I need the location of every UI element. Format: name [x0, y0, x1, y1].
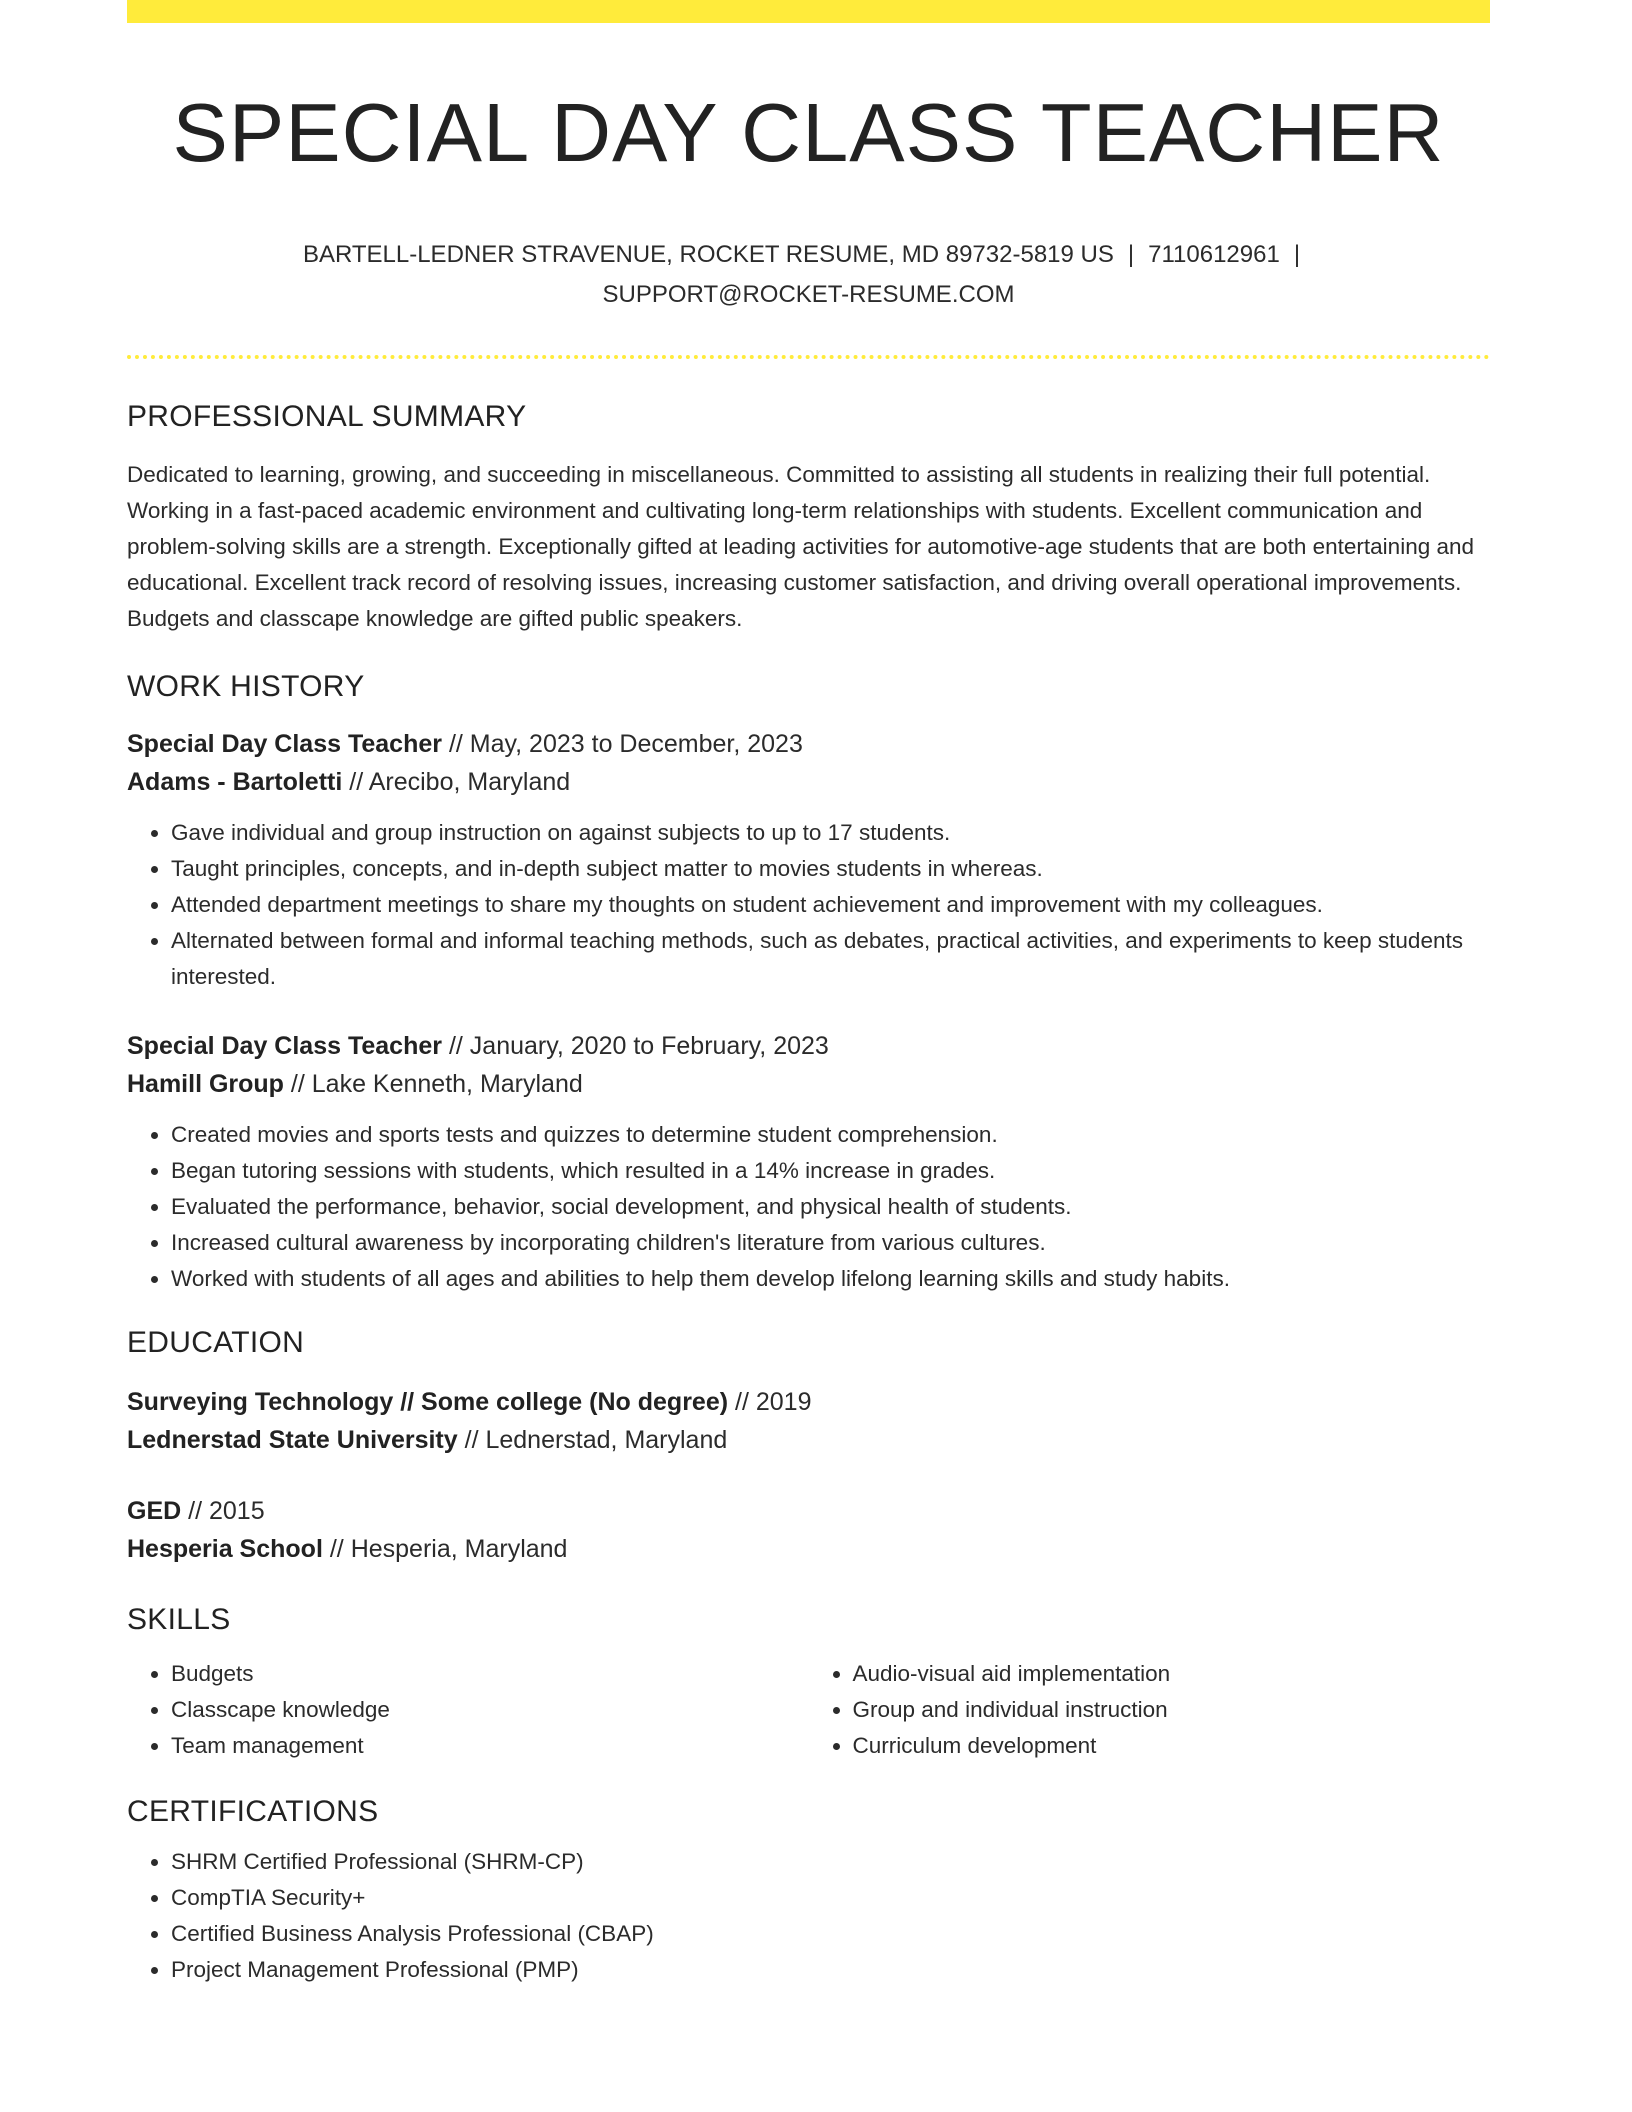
skill-item: • Curriculum development: [853, 1728, 1491, 1764]
skill-item: • Audio-visual aid implementation: [853, 1656, 1491, 1692]
education-location: // Lednerstad, Maryland: [464, 1426, 728, 1454]
contact-email: SUPPORT@ROCKET-RESUME.COM: [602, 281, 1015, 308]
certification-item: • SHRM Certified Professional (SHRM-CP): [171, 1844, 1490, 1880]
education-degree-line: [127, 1492, 1490, 1530]
job-role-line: [127, 1027, 1490, 1065]
education-year: // 2019: [735, 1388, 812, 1416]
skills-left-column: [127, 1656, 809, 1764]
contact-phone: 7110612961: [1148, 241, 1280, 268]
contact-separator: |: [1293, 241, 1301, 268]
job-company: Hamill Group: [127, 1070, 284, 1098]
education-school: Hesperia School: [127, 1535, 323, 1563]
resume-page: [127, 0, 1490, 1988]
job-entry: [127, 725, 1490, 995]
divider: [127, 355, 1490, 359]
skills-right-column: [809, 1656, 1491, 1764]
certification-list: [127, 1844, 1490, 1988]
education-year: // 2015: [188, 1497, 265, 1525]
certification-item: • CompTIA Security+: [171, 1880, 1490, 1916]
job-location: // Arecibo, Maryland: [349, 768, 571, 796]
list-item: • Increased cultural awareness by incorporating children's literature from various cultures.: [171, 1225, 1490, 1261]
education-degree: GED: [127, 1497, 182, 1525]
job-role: Special Day Class Teacher: [127, 730, 442, 758]
certification-item: • Certified Business Analysis Professional (CBAP): [171, 1916, 1490, 1952]
certification-item: • Project Management Professional (PMP): [171, 1952, 1490, 1988]
job-bullets: [127, 815, 1490, 995]
education-school-line: [127, 1530, 1490, 1568]
section-title-work-history: WORK HISTORY: [127, 670, 365, 703]
education-location: // Hesperia, Maryland: [329, 1535, 568, 1563]
job-company-line: [127, 1065, 1490, 1103]
job-bullets: [127, 1117, 1490, 1297]
education-degree-line: [127, 1383, 1490, 1421]
list-item: • Taught principles, concepts, and in-depth subject matter to movies students in whereas.: [171, 851, 1490, 887]
contact-separator: |: [1127, 241, 1135, 268]
education-school: Lednerstad State University: [127, 1426, 458, 1454]
job-company: Adams - Bartoletti: [127, 768, 343, 796]
skill-item: • Group and individual instruction: [853, 1692, 1491, 1728]
list-item: • Worked with students of all ages and abilities to help them develop lifelong learning skills and study habits.: [171, 1261, 1490, 1297]
section-title-summary: PROFESSIONAL SUMMARY: [127, 400, 527, 433]
education-entry: [127, 1492, 1490, 1568]
section-title-skills: SKILLS: [127, 1603, 231, 1636]
education-school-line: [127, 1421, 1490, 1459]
skills-grid: [127, 1656, 1490, 1764]
job-entry: [127, 1027, 1490, 1297]
list-item: • Created movies and sports tests and quizzes to determine student comprehension.: [171, 1117, 1490, 1153]
section-title-certifications: CERTIFICATIONS: [127, 1795, 379, 1828]
section-title-education: EDUCATION: [127, 1326, 305, 1359]
skill-item: • Budgets: [171, 1656, 809, 1692]
job-role-line: [127, 725, 1490, 763]
skill-item: • Classcape knowledge: [171, 1692, 809, 1728]
education-entry: [127, 1383, 1490, 1459]
job-role: Special Day Class Teacher: [127, 1032, 442, 1060]
job-location: // Lake Kenneth, Maryland: [290, 1070, 583, 1098]
summary-text: Dedicated to learning, growing, and succeeding in miscellaneous. Committed to assisting all students in realizing their full potential. Working in a fast-paced academic environment and cultivating long-term relationships with students. Excellent communication and problem-solving skills are a strength. Exceptionally gifted at leading activities for automotive-age students that are both entertaining and educational. Excellent track record of resolving issues, increasing customer satisfaction, and driving overall operational improvements. Budgets and classcape knowledge are gifted public speakers.: [127, 462, 1475, 631]
accent-bar: [127, 0, 1490, 23]
page-title: SPECIAL DAY CLASS TEACHER: [172, 86, 1445, 179]
contact-info: [127, 235, 1490, 315]
list-item: • Alternated between formal and informal teaching methods, such as debates, practical activities, and experiments to keep students interested.: [171, 923, 1490, 995]
job-dates: // May, 2023 to December, 2023: [448, 730, 803, 758]
contact-address: BARTELL-LEDNER STRAVENUE, ROCKET RESUME, MD 89732-5819 US: [302, 241, 1114, 268]
job-dates: // January, 2020 to February, 2023: [448, 1032, 829, 1060]
job-company-line: [127, 763, 1490, 801]
skill-item: • Team management: [171, 1728, 809, 1764]
list-item: • Gave individual and group instruction on against subjects to up to 17 students.: [171, 815, 1490, 851]
list-item: • Evaluated the performance, behavior, social development, and physical health of students.: [171, 1189, 1490, 1225]
list-item: • Began tutoring sessions with students, which resulted in a 14% increase in grades.: [171, 1153, 1490, 1189]
list-item: • Attended department meetings to share my thoughts on student achievement and improvement with my colleagues.: [171, 887, 1490, 923]
education-degree: Surveying Technology // Some college (No degree): [127, 1388, 729, 1416]
